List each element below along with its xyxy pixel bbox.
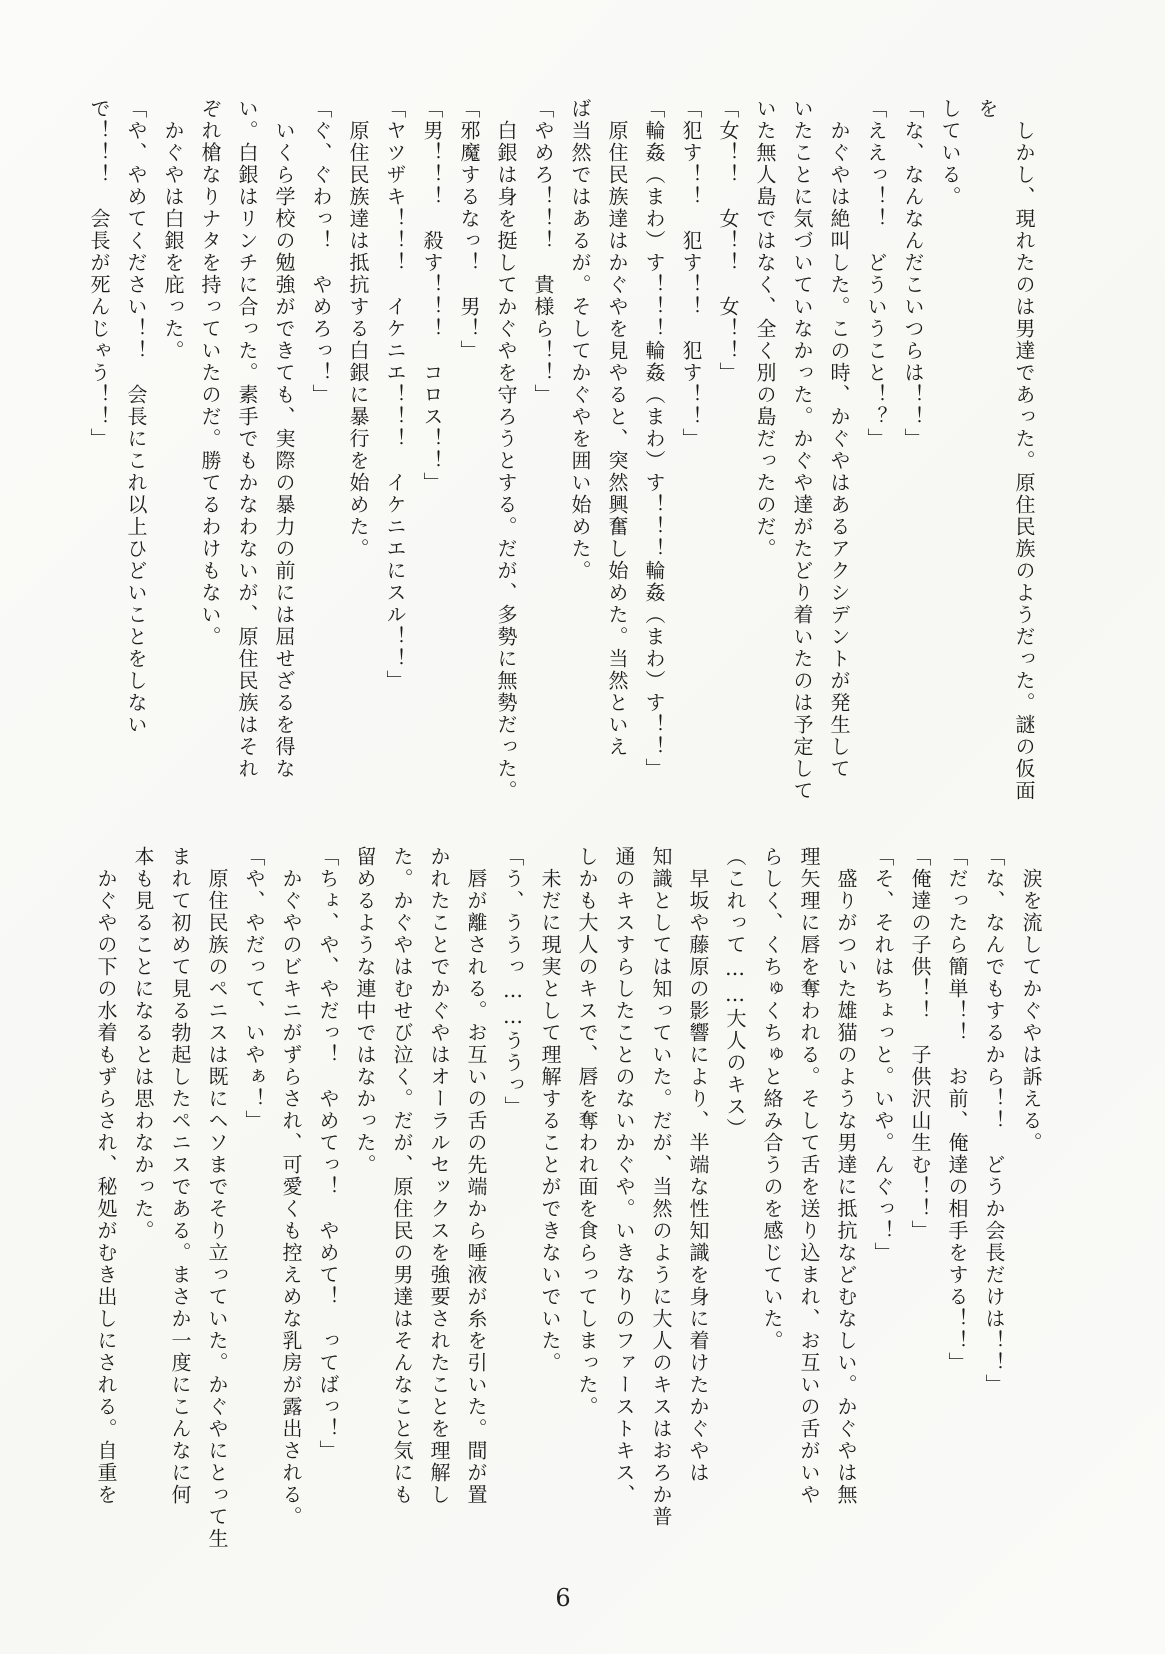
text-column: 原住民族達は抵抗する白銀に暴行を始めた。	[346, 98, 370, 560]
text-column: た。かぐやはむせび泣く。だが、原住民の男達はそんなこと気にも	[390, 846, 414, 1506]
text-column: まれて初めて見る勃起したペニスである。まさか一度にこんなに何	[168, 846, 192, 1506]
text-column: 「ちょ、や、やだっ！ やめてっ！ やめて！ ってばっ！」	[316, 846, 340, 1462]
text-column: 「女！！ 女！！ 女！！」	[716, 98, 740, 384]
text-column: 「だったら簡単！！ お前、俺達の相手をする！！」	[945, 846, 969, 1374]
text-column: 「男！！！ 殺す！！！ コロス！！」	[420, 98, 444, 494]
text-column: かぐやのビキニがずらされ、可愛くも控えめな乳房が露出される。	[279, 846, 303, 1528]
text-column: かぐやの下の水着もずらされ、秘処がむき出しにされる。自重を	[94, 846, 118, 1506]
text-column: 「ええっ！！ どういうこと！？」	[864, 98, 888, 450]
text-column: 「輪姦（まわ）す！！！輪姦（まわ）す！！！輪姦（まわ）す！！」	[642, 98, 666, 780]
text-column: 未だに現実として理解することができないでいた。	[538, 846, 562, 1374]
text-column: かぐやは絶叫した。この時、かぐやはあるアクシデントが発生して	[827, 98, 851, 780]
text-column: 「や、やだって、いやぁ！」	[242, 846, 266, 1132]
story-text-block-top	[80, 98, 1042, 804]
text-column: 唇が離される。お互いの舌の先端から唾液が糸を引いた。間が置	[464, 846, 488, 1506]
text-column: 本も見ることになるとは思わなかった。	[131, 846, 155, 1242]
text-column: い。白銀はリンチに合った。素手でもかなわないが、原住民族はそれ	[235, 98, 259, 780]
text-column: 白銀は身を挺してかぐやを守ろうとする。だが、多勢に無勢だった。	[494, 98, 518, 802]
text-column: 留めるような連中ではなかった。	[353, 846, 377, 1176]
text-column: らしく、くちゅくちゅと絡み合うのを感じていた。	[760, 846, 784, 1352]
text-column: 通のキスすらしたことのないかぐや。いきなりのファーストキス、	[612, 846, 636, 1506]
text-column: 涙を流してかぐやは訴える。	[1019, 846, 1043, 1154]
text-column: 「そ、それはちょっと。いや。んぐっ！」	[871, 846, 895, 1264]
text-column: 「う、ううっ……ううっ」	[501, 846, 525, 1118]
text-column: 「ぐ、ぐわっ！ やめろっ！」	[309, 98, 333, 406]
text-column: 「ヤツザキ！！！ イケニエ！！！ イケニエにスル！！」	[383, 98, 407, 692]
text-column: いくら学校の勉強ができても、実際の暴力の前には屈せざるを得な	[272, 98, 296, 780]
text-column: いたことに気づいていなかった。かぐや達がたどり着いたのは予定して	[790, 98, 814, 802]
story-text-block-bottom	[87, 846, 1049, 1580]
text-column: 「や、やめてください！！ 会長にこれ以上ひどいことをしない	[124, 98, 148, 736]
text-column: ば当然ではあるが。そしてかぐやを囲い始めた。	[568, 98, 592, 582]
page-number: 6	[555, 1584, 571, 1612]
text-column: 知識としては知っていた。だが、当然のように大人のキスはおろか普	[649, 846, 673, 1528]
text-column: しかし、現れたのは男達であった。原住民族のようだった。謎の仮面を	[975, 98, 1036, 802]
text-column: （これって……大人のキス）	[723, 846, 747, 1140]
text-column: しかも大人のキスで、唇を奪われ面を食らってしまった。	[575, 846, 599, 1418]
text-column: 盛りがついた雄猫のような男達に抵抗などむなしい。かぐやは無	[834, 846, 858, 1506]
text-column: いた無人島ではなく、全く別の島だったのだ。	[753, 98, 777, 560]
text-column: 「邪魔するなっ！ 男！」	[457, 98, 481, 362]
text-column: ぞれ槍なりナタを持っていたのだ。勝てるわけもない。	[198, 98, 222, 648]
text-column: 理矢理に唇を奪われる。そして舌を送り込まれ、お互いの舌がいや	[797, 846, 821, 1506]
text-column: 「俺達の子供！！ 子供沢山生む！！」	[908, 846, 932, 1242]
text-column: 「犯す！！ 犯す！！ 犯す！！」	[679, 98, 703, 450]
text-column: 早坂や藤原の影響により、半端な性知識を身に着けたかぐやは	[686, 846, 710, 1484]
text-column: かぐやは白銀を庇った。	[161, 98, 185, 362]
text-column: 原住民族のペニスは既にヘソまでそり立っていた。かぐやにとって生	[205, 846, 229, 1550]
text-column: かれたことでかぐやはオーラルセックスを強要されたことを理解し	[427, 846, 451, 1506]
text-column: で！！！ 会長が死んじゃう！！」	[87, 98, 111, 450]
text-column: 「な、なんでもするから！！ どうか会長だけは！！」	[982, 846, 1006, 1396]
text-column: 「やめろ！！！ 貴様ら！！」	[531, 98, 555, 406]
text-column: 原住民族達はかぐやを見やると、突然興奮し始めた。当然といえ	[605, 98, 629, 758]
text-column: している。	[938, 98, 962, 208]
text-column: 「な、なんなんだこいつらは！！」	[901, 98, 925, 450]
